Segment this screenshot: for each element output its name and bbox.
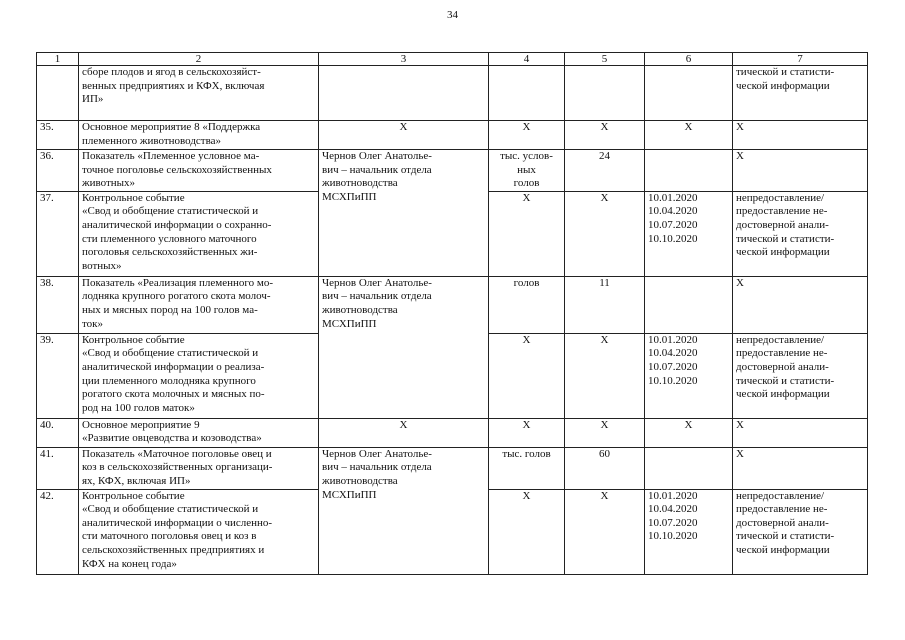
table-row-continuation bbox=[37, 66, 868, 121]
dates-cell bbox=[645, 447, 733, 489]
unit-cell: X bbox=[489, 121, 565, 150]
column-header: 6 bbox=[645, 53, 733, 66]
responsible-cell: Чернов Олег Анатолье- вич – начальник отдела животноводства МСХПиПП bbox=[319, 447, 489, 574]
responsible-cell: Чернов Олег Анатолье- вич – начальник отдела животноводства МСХПиПП bbox=[319, 276, 489, 418]
column-header: 5 bbox=[565, 53, 645, 66]
risk-cell: X bbox=[733, 276, 868, 333]
risk-cell: тической и статисти- ческой информации bbox=[733, 66, 868, 121]
column-header: 7 bbox=[733, 53, 868, 66]
risk-cell: X bbox=[733, 121, 868, 150]
table-row bbox=[37, 418, 868, 447]
column-header: 4 bbox=[489, 53, 565, 66]
row-number-cell: 38. bbox=[37, 276, 79, 333]
risk-cell: X bbox=[733, 150, 868, 192]
column-header: 3 bbox=[319, 53, 489, 66]
responsible-cell bbox=[319, 66, 489, 121]
unit-cell: X bbox=[489, 191, 565, 276]
unit-cell bbox=[489, 66, 565, 121]
table-row bbox=[37, 150, 868, 192]
unit-cell: X bbox=[489, 489, 565, 574]
risk-cell: X bbox=[733, 418, 868, 447]
row-number-cell: 42. bbox=[37, 489, 79, 574]
dates-cell: 10.01.2020 10.04.2020 10.07.2020 10.10.2020 bbox=[645, 191, 733, 276]
row-name-cell: сборе плодов и ягод в сельскохозяйст- венных предприятиях и КФХ, включая ИП» bbox=[79, 66, 319, 121]
row-name-cell: Основное мероприятие 8 «Поддержка племенного животноводства» bbox=[79, 121, 319, 150]
risk-cell: непредоставление/ предоставление не- достоверной анали- тической и статисти- ческой информации bbox=[733, 489, 868, 574]
table-row bbox=[37, 121, 868, 150]
row-name-cell: Контрольное событие «Свод и обобщение статистической и аналитической информации о численно- сти маточного поголовья овец и коз в сельскохозяйственных предприятиях и КФХ на конец года» bbox=[79, 489, 319, 574]
dates-cell: X bbox=[645, 121, 733, 150]
value-cell: X bbox=[565, 489, 645, 574]
row-name-cell: Показатель «Реализация племенного мо- лодняка крупного рогатого скота молоч- ных и мясных пород на 100 голов ма- ток» bbox=[79, 276, 319, 333]
column-number-row bbox=[37, 53, 868, 66]
value-cell bbox=[565, 66, 645, 121]
value-cell: 60 bbox=[565, 447, 645, 489]
unit-cell: X bbox=[489, 333, 565, 418]
unit-cell: голов bbox=[489, 276, 565, 333]
value-cell: X bbox=[565, 191, 645, 276]
responsible-cell: X bbox=[319, 418, 489, 447]
responsible-cell: X bbox=[319, 121, 489, 150]
value-cell: X bbox=[565, 333, 645, 418]
risk-cell: непредоставление/ предоставление не- достоверной анали- тической и статисти- ческой информации bbox=[733, 191, 868, 276]
value-cell: X bbox=[565, 121, 645, 150]
dates-cell bbox=[645, 66, 733, 121]
responsible-cell: Чернов Олег Анатолье- вич – начальник отдела животноводства МСХПиПП bbox=[319, 150, 489, 277]
dates-cell: X bbox=[645, 418, 733, 447]
page-number: 34 bbox=[447, 9, 458, 21]
row-number-cell: 37. bbox=[37, 191, 79, 276]
row-number-cell: 40. bbox=[37, 418, 79, 447]
row-name-cell: Основное мероприятие 9 «Развитие овцеводства и козоводства» bbox=[79, 418, 319, 447]
row-number-cell bbox=[37, 66, 79, 121]
risk-cell: непредоставление/ предоставление не- достоверной анали- тической и статисти- ческой информации bbox=[733, 333, 868, 418]
dates-cell bbox=[645, 276, 733, 333]
row-number-cell: 39. bbox=[37, 333, 79, 418]
row-name-cell: Показатель «Маточное поголовье овец и коз в сельскохозяйственных организаци- ях, КФХ, включая ИП» bbox=[79, 447, 319, 489]
row-name-cell: Контрольное событие «Свод и обобщение статистической и аналитической информации о реализа- ции племенного молодняка крупного рогатого скота молочных и мясных по- род на 100 голов маток» bbox=[79, 333, 319, 418]
dates-cell: 10.01.2020 10.04.2020 10.07.2020 10.10.2020 bbox=[645, 489, 733, 574]
risk-cell: X bbox=[733, 447, 868, 489]
table-row bbox=[37, 276, 868, 333]
row-name-cell: Контрольное событие «Свод и обобщение статистической и аналитической информации о сохранно- сти племенного условного маточного поголовья сельскохозяйственных жи- вотных» bbox=[79, 191, 319, 276]
dates-cell bbox=[645, 150, 733, 192]
unit-cell: X bbox=[489, 418, 565, 447]
plan-table bbox=[36, 52, 868, 575]
row-name-cell: Показатель «Племенное условное ма- точное поголовье сельскохозяйственных животных» bbox=[79, 150, 319, 192]
row-number-cell: 41. bbox=[37, 447, 79, 489]
value-cell: 24 bbox=[565, 150, 645, 192]
column-header: 1 bbox=[37, 53, 79, 66]
unit-cell: тыс. голов bbox=[489, 447, 565, 489]
column-header: 2 bbox=[79, 53, 319, 66]
unit-cell: тыс. услов- ных голов bbox=[489, 150, 565, 192]
value-cell: 11 bbox=[565, 276, 645, 333]
row-number-cell: 35. bbox=[37, 121, 79, 150]
dates-cell: 10.01.2020 10.04.2020 10.07.2020 10.10.2020 bbox=[645, 333, 733, 418]
value-cell: X bbox=[565, 418, 645, 447]
row-number-cell: 36. bbox=[37, 150, 79, 192]
table-row bbox=[37, 447, 868, 489]
